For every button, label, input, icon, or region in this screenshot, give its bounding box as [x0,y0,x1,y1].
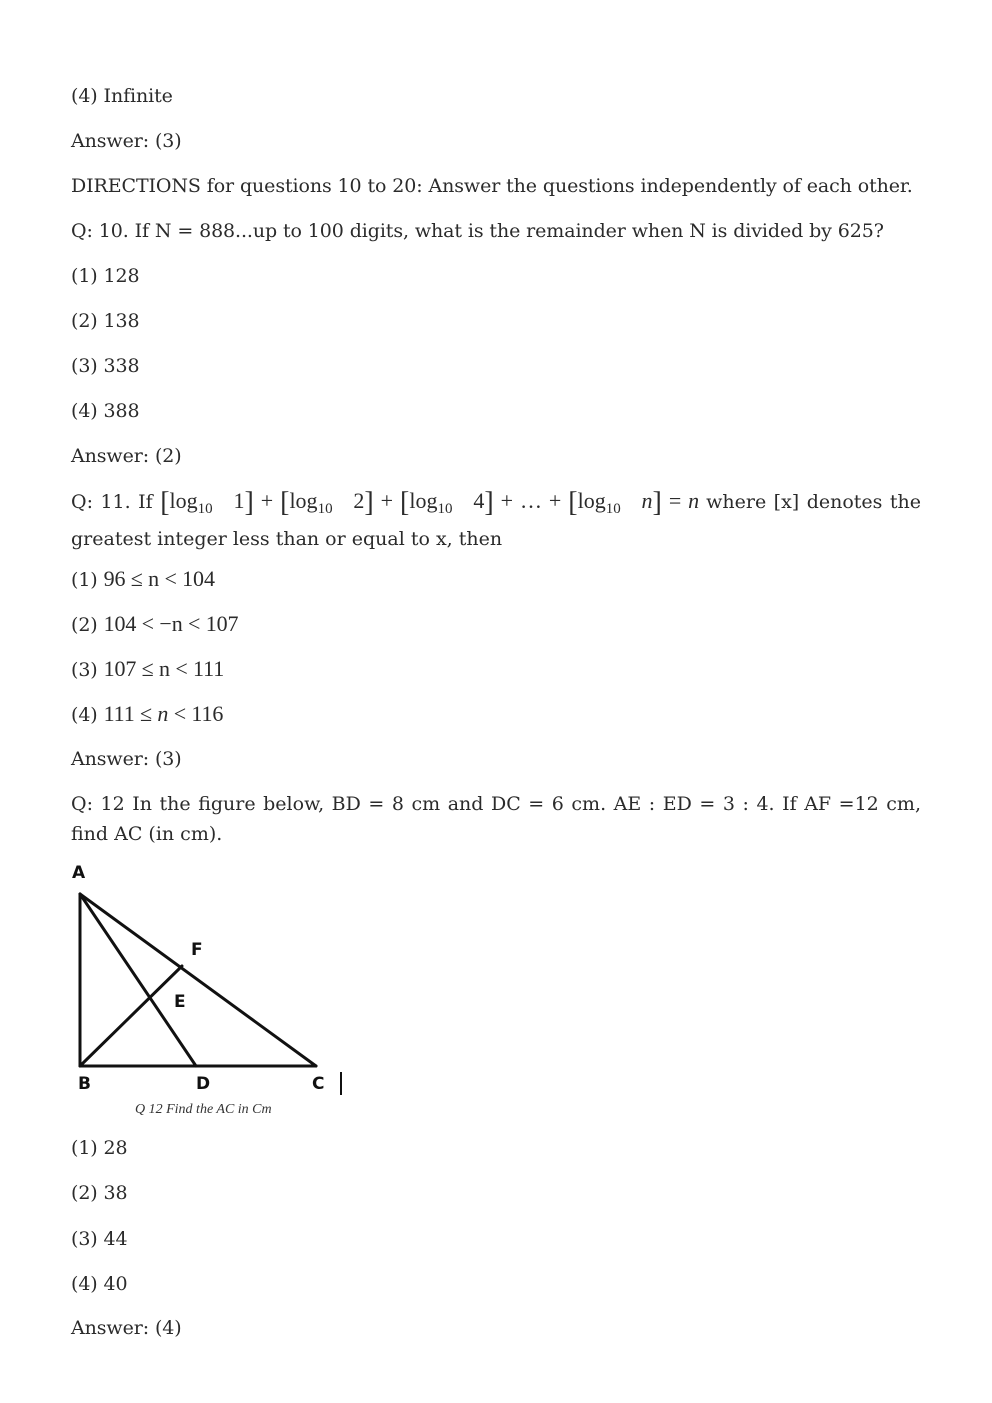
q11-option-4: (4) 111 ≤ n < 116 [71,701,224,726]
directions-text: DIRECTIONS for questions 10 to 20: Answer the questions independently of each other. [71,175,913,197]
q11-equation: [$\log_{10}$ $1] + [\log_{10}$ $2] + [\log_{10}$ 4] + … + [$\log_{10}$ n] = n [160,487,700,518]
label-d: D [196,1074,211,1094]
q11-option-2: (2) 104 < −n < 107 [71,611,239,636]
q11-question [71,486,921,554]
q10-option-3: (3) 338 [71,355,140,377]
q12-option-3: (3) 44 [71,1228,128,1250]
q12-question: Q: 12 In the figure below, BD = 8 cm and DC = 6 cm. AE : ED = 3 : 4. If AF =12 cm, find AC (in cm). [71,793,921,845]
label-e: E [174,992,186,1012]
q12-option-4: (4) 40 [71,1273,128,1295]
q10-question: Q: 10. If N = 888...up to 100 digits, what is the remainder when N is divided by 625? [71,220,884,242]
q12-option-1: (1) 28 [71,1137,128,1159]
q10-option-2: (2) 138 [71,310,140,332]
q11-suffix: where [x] denotes the greatest integer less than or equal to x, then [71,491,922,550]
label-b: B [78,1074,91,1094]
segment-bf [80,966,182,1066]
q10-option-1: (1) 128 [71,265,140,287]
triangle-figure [70,860,360,1100]
q12-option-2: (2) 38 [71,1182,128,1204]
q11-option-1: (1) 96 ≤ n < 104 [71,566,215,591]
q11-answer: Answer: (3) [71,748,182,770]
q10-option-4: (4) 388 [71,400,140,422]
label-f: F [191,940,203,960]
prev-option-4: (4) Infinite [71,85,173,107]
q11-option-3: (3) 107 ≤ n < 111 [71,656,225,681]
prev-answer: Answer: (3) [71,130,182,152]
q10-answer: Answer: (2) [71,445,182,467]
figure-caption: Q 12 Find the AC in Cm [135,1102,272,1117]
q12-answer: Answer: (4) [71,1317,182,1339]
q11-prefix: Q: 11. If [71,491,153,513]
label-c: C [312,1074,325,1094]
segment-ad [80,894,196,1066]
label-a: A [72,863,86,883]
segment-ac [80,894,316,1066]
